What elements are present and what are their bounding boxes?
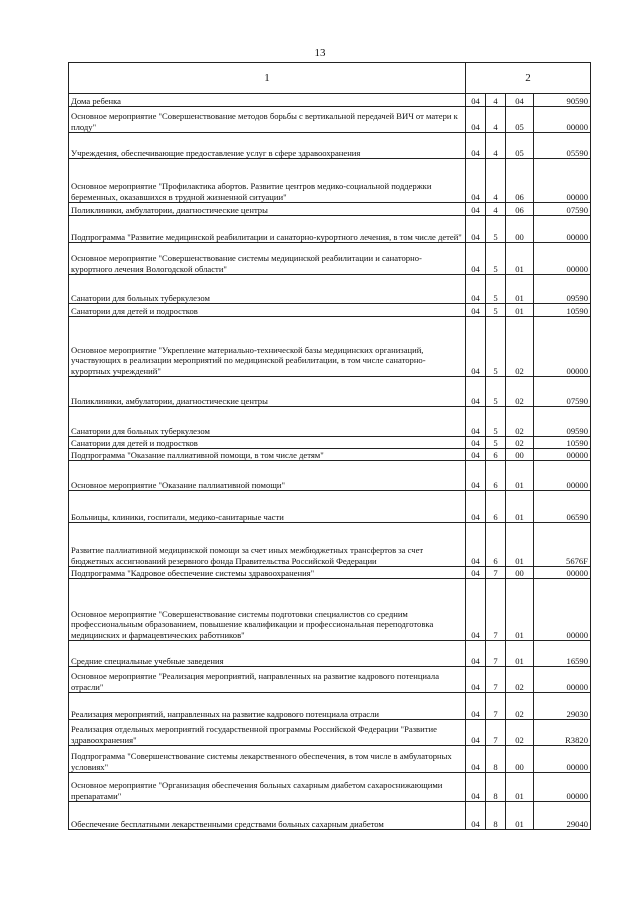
row-description: Подпрограмма "Совершенствование системы лекарственного обеспечения, в том числе в амбулаторных условиях"	[69, 746, 466, 773]
row-code-b: 8	[486, 746, 506, 773]
row-code-c: 01	[506, 773, 534, 802]
row-description: Подпрограмма "Кадровое обеспечение системы здравоохранения"	[69, 567, 466, 579]
row-code-a: 04	[466, 437, 486, 449]
row-description: Основное мероприятие "Совершенствование методов борьбы с вертикальной передачей ВИЧ от матери к плоду"	[69, 107, 466, 133]
row-code-a: 04	[466, 94, 486, 107]
row-code-a: 04	[466, 802, 486, 830]
row-code-b: 5	[486, 377, 506, 407]
row-code-a: 04	[466, 317, 486, 377]
row-code-d: 00000	[534, 107, 591, 133]
row-code-b: 4	[486, 94, 506, 107]
row-code-a: 04	[466, 203, 486, 216]
row-code-d: 29030	[534, 693, 591, 720]
row-code-c: 01	[506, 802, 534, 830]
row-code-d: 00000	[534, 746, 591, 773]
row-code-b: 5	[486, 275, 506, 304]
row-code-d: 10590	[534, 304, 591, 317]
row-code-a: 04	[466, 461, 486, 491]
row-code-d: 5676F	[534, 523, 591, 567]
row-code-b: 4	[486, 203, 506, 216]
row-code-b: 7	[486, 720, 506, 746]
row-code-b: 6	[486, 461, 506, 491]
table-row	[69, 304, 591, 317]
table-row	[69, 461, 591, 491]
table-row	[69, 203, 591, 216]
row-description: Санатории для больных туберкулезом	[69, 407, 466, 437]
table-row	[69, 567, 591, 579]
table-row	[69, 243, 591, 275]
row-code-c: 01	[506, 461, 534, 491]
row-code-d: 16590	[534, 641, 591, 667]
row-code-c: 02	[506, 437, 534, 449]
row-description: Обеспечение бесплатными лекарственными средствами больных сахарным диабетом	[69, 802, 466, 830]
row-code-b: 5	[486, 243, 506, 275]
row-code-d: 09590	[534, 407, 591, 437]
row-description: Санатории для больных туберкулезом	[69, 275, 466, 304]
row-code-a: 04	[466, 243, 486, 275]
row-code-b: 4	[486, 107, 506, 133]
row-description: Санатории для детей и подростков	[69, 437, 466, 449]
row-code-c: 04	[506, 94, 534, 107]
row-description: Основное мероприятие "Совершенствование системы медицинской реабилитации и санаторно-курортного лечения Вологодской области"	[69, 243, 466, 275]
row-code-c: 01	[506, 243, 534, 275]
row-code-d: 00000	[534, 461, 591, 491]
table-row	[69, 133, 591, 159]
row-code-c: 00	[506, 449, 534, 461]
row-code-d: 00000	[534, 243, 591, 275]
row-description: Основное мероприятие "Укрепление материально-технической базы медицинских организаций, участвующих в реализации мероприятий по медицинской реабилитации, в том числе санаторно-курортных учреждений"	[69, 317, 466, 377]
row-code-c: 01	[506, 275, 534, 304]
row-code-a: 04	[466, 304, 486, 317]
row-code-a: 04	[466, 579, 486, 641]
row-code-a: 04	[466, 491, 486, 523]
table-row	[69, 523, 591, 567]
row-code-d: 09590	[534, 275, 591, 304]
row-description: Поликлиники, амбулатории, диагностические центры	[69, 203, 466, 216]
row-code-b: 7	[486, 693, 506, 720]
row-code-a: 04	[466, 216, 486, 243]
row-code-c: 02	[506, 407, 534, 437]
row-code-b: 7	[486, 579, 506, 641]
row-description: Учреждения, обеспечивающие предоставление услуг в сфере здравоохранения	[69, 133, 466, 159]
row-code-b: 7	[486, 667, 506, 693]
row-description: Больницы, клиники, госпитали, медико-санитарные части	[69, 491, 466, 523]
row-code-c: 02	[506, 317, 534, 377]
table-row	[69, 449, 591, 461]
row-description: Основное мероприятие "Профилактика абортов. Развитие центров медико-социальной поддержки беременных, оказавшихся в трудной жизненной ситуации"	[69, 159, 466, 203]
row-code-c: 01	[506, 579, 534, 641]
row-code-d: 07590	[534, 377, 591, 407]
row-code-b: 7	[486, 567, 506, 579]
page-number: 13	[314, 47, 326, 59]
table-row	[69, 407, 591, 437]
table-row	[69, 579, 591, 641]
row-description: Санатории для детей и подростков	[69, 304, 466, 317]
table-row	[69, 216, 591, 243]
row-code-c: 05	[506, 133, 534, 159]
table-row	[69, 107, 591, 133]
row-code-b: 6	[486, 449, 506, 461]
row-code-d: 10590	[534, 437, 591, 449]
row-code-d: 00000	[534, 579, 591, 641]
row-code-c: 01	[506, 491, 534, 523]
row-description: Поликлиники, амбулатории, диагностические центры	[69, 377, 466, 407]
row-code-d: R3820	[534, 720, 591, 746]
row-code-c: 01	[506, 641, 534, 667]
row-code-d: 07590	[534, 203, 591, 216]
table-row	[69, 491, 591, 523]
row-code-b: 5	[486, 317, 506, 377]
row-code-b: 5	[486, 437, 506, 449]
row-code-a: 04	[466, 720, 486, 746]
row-code-a: 04	[466, 407, 486, 437]
row-code-d: 00000	[534, 567, 591, 579]
table-row	[69, 667, 591, 693]
row-code-a: 04	[466, 667, 486, 693]
row-code-c: 02	[506, 720, 534, 746]
row-code-a: 04	[466, 449, 486, 461]
row-code-c: 00	[506, 567, 534, 579]
row-code-a: 04	[466, 107, 486, 133]
table-row	[69, 377, 591, 407]
row-code-a: 04	[466, 133, 486, 159]
row-code-b: 5	[486, 304, 506, 317]
row-code-b: 7	[486, 641, 506, 667]
table-header-row	[69, 63, 591, 94]
row-description: Подпрограмма "Развитие медицинской реабилитации и санаторно-курортного лечения, в том числе детей"	[69, 216, 466, 243]
row-code-c: 06	[506, 159, 534, 203]
row-description: Основное мероприятие "Реализация мероприятий, направленных на развитие кадрового потенциала отрасли"	[69, 667, 466, 693]
row-code-b: 8	[486, 802, 506, 830]
row-code-a: 04	[466, 746, 486, 773]
row-description: Основное мероприятие "Совершенствование системы подготовки специалистов со средним профессиональным образованием, повышение квалификации и профессиональная переподготовка медицинских и фармацевтических работников"	[69, 579, 466, 641]
row-code-a: 04	[466, 377, 486, 407]
row-description: Дома ребенка	[69, 94, 466, 107]
table-row	[69, 802, 591, 830]
row-code-a: 04	[466, 275, 486, 304]
row-code-d: 00000	[534, 667, 591, 693]
budget-classification-table	[68, 62, 591, 830]
row-description: Основное мероприятие "Организация обеспечения больных сахарным диабетом сахароснижающими препаратами"	[69, 773, 466, 802]
table-row	[69, 693, 591, 720]
row-description: Подпрограмма "Оказание паллиативной помощи, в том числе детям"	[69, 449, 466, 461]
row-code-b: 4	[486, 133, 506, 159]
row-description: Реализация мероприятий, направленных на развитие кадрового потенциала отрасли	[69, 693, 466, 720]
row-description: Развитие паллиативной медицинской помощи за счет иных межбюджетных трансфертов за счет бюджетных ассигнований резервного фонда Правительства Российской Федерации	[69, 523, 466, 567]
row-code-b: 5	[486, 407, 506, 437]
table-row	[69, 641, 591, 667]
row-code-b: 8	[486, 773, 506, 802]
row-code-d: 00000	[534, 449, 591, 461]
row-code-a: 04	[466, 773, 486, 802]
table-row	[69, 94, 591, 107]
header-col-2: 2	[466, 63, 591, 94]
row-code-c: 02	[506, 377, 534, 407]
row-code-d: 05590	[534, 133, 591, 159]
row-code-a: 04	[466, 159, 486, 203]
table-row	[69, 437, 591, 449]
row-code-d: 00000	[534, 159, 591, 203]
table-row	[69, 159, 591, 203]
row-description: Средние специальные учебные заведения	[69, 641, 466, 667]
row-code-d: 29040	[534, 802, 591, 830]
row-code-c: 02	[506, 693, 534, 720]
row-code-a: 04	[466, 693, 486, 720]
row-code-b: 6	[486, 491, 506, 523]
row-code-b: 6	[486, 523, 506, 567]
row-code-d: 06590	[534, 491, 591, 523]
table-row	[69, 773, 591, 802]
row-code-d: 00000	[534, 773, 591, 802]
row-code-d: 00000	[534, 216, 591, 243]
row-code-c: 02	[506, 667, 534, 693]
row-code-b: 4	[486, 159, 506, 203]
header-col-1: 1	[69, 63, 466, 94]
table-row	[69, 720, 591, 746]
row-code-a: 04	[466, 641, 486, 667]
row-code-a: 04	[466, 523, 486, 567]
row-code-c: 00	[506, 216, 534, 243]
row-code-d: 90590	[534, 94, 591, 107]
row-code-c: 06	[506, 203, 534, 216]
row-code-b: 5	[486, 216, 506, 243]
row-description: Основное мероприятие "Оказание паллиативной помощи"	[69, 461, 466, 491]
row-code-c: 01	[506, 304, 534, 317]
row-code-c: 05	[506, 107, 534, 133]
row-code-c: 01	[506, 523, 534, 567]
table-row	[69, 275, 591, 304]
table-body	[69, 94, 591, 830]
row-code-a: 04	[466, 567, 486, 579]
row-code-c: 00	[506, 746, 534, 773]
table-row	[69, 317, 591, 377]
table-row	[69, 746, 591, 773]
row-code-d: 00000	[534, 317, 591, 377]
row-description: Реализация отдельных мероприятий государственной программы Российской Федерации "Развитие здравоохранения"	[69, 720, 466, 746]
